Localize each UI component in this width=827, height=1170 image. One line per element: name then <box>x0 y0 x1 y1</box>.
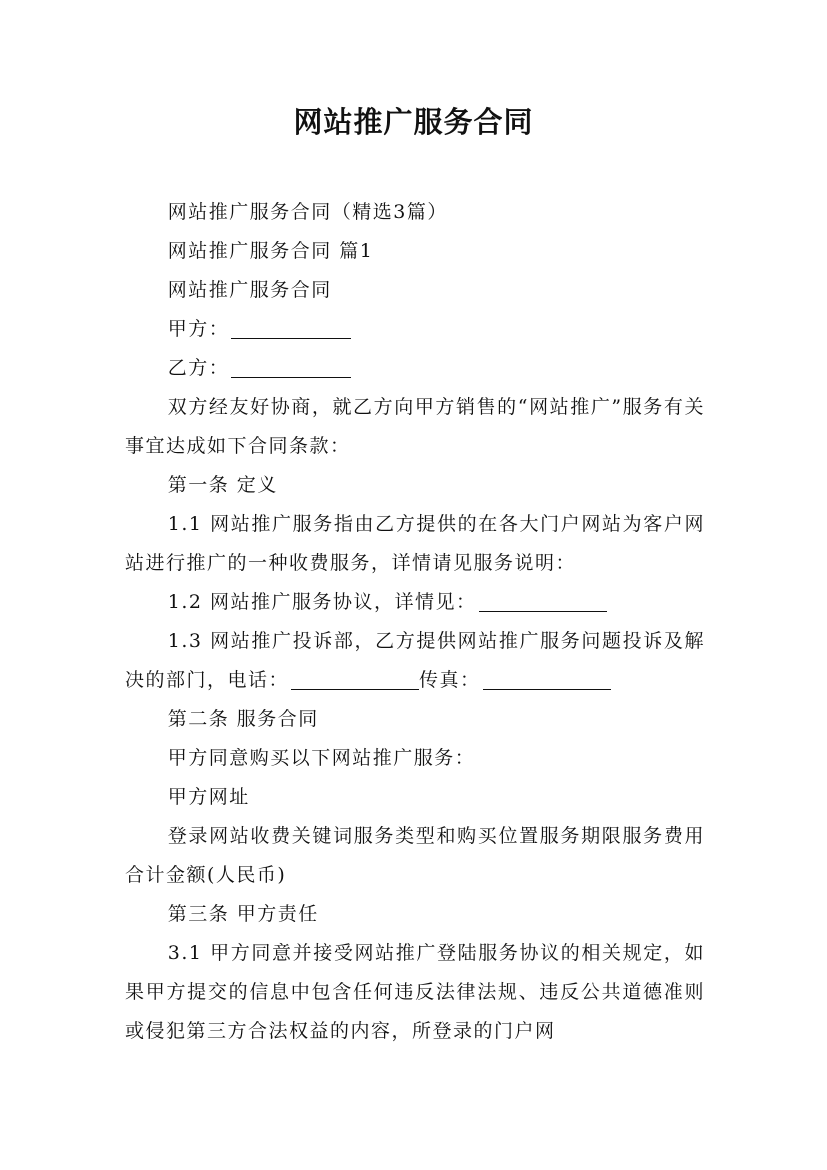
paragraph-article-heading: 网站推广服务合同 篇1 <box>167 240 374 262</box>
paragraph-intro: 双方经友好协商，就乙方向甲方销售的“网站推广”服务有关事宜达成如下合同条款： <box>125 396 705 457</box>
clause-1-2-line <box>125 583 705 622</box>
fax-blank <box>483 669 611 690</box>
clause-1-1: 1.1 网站推广服务指由乙方提供的在各大门户网站为客户网站进行推广的一种收费服务，详情请见服务说明： <box>125 513 705 574</box>
paragraph-site: 甲方网址 <box>167 786 250 808</box>
document-title: 网站推广服务合同 <box>293 105 534 139</box>
clause-1-2-blank <box>479 591 607 612</box>
document-body <box>125 193 705 1051</box>
paragraph-collection-title: 网站推广服务合同（精选3篇） <box>167 201 448 223</box>
clause-1-3-text: 1.3 网站推广投诉部，乙方提供网站推广服务问题投诉及解决的部门，电话： <box>125 630 705 691</box>
clause-1-3-line <box>125 622 705 700</box>
phone-blank <box>291 669 419 690</box>
fax-label: 传真： <box>419 669 481 691</box>
clause-3-1: 3.1 甲方同意并接受网站推广登陆服务协议的相关规定，如果甲方提交的信息中包含任何违反法律法规、违反公共道德准则或侵犯第三方合法权益的内容，所登录的门户网 <box>125 942 705 1042</box>
party-a-line <box>125 310 705 349</box>
party-a-blank <box>231 318 351 339</box>
party-b-blank <box>231 357 351 378</box>
paragraph-contract-name: 网站推广服务合同 <box>167 279 332 301</box>
party-a-label: 甲方： <box>167 318 230 340</box>
article-3-heading: 第三条 甲方责任 <box>167 903 319 925</box>
article-2-heading: 第二条 服务合同 <box>167 708 319 730</box>
party-b-label: 乙方： <box>167 357 230 379</box>
article-1-heading: 第一条 定义 <box>167 474 278 496</box>
paragraph-purchase: 甲方同意购买以下网站推广服务： <box>167 747 476 769</box>
clause-1-2: 1.2 网站推广服务协议，详情见： <box>167 591 477 613</box>
party-b-line <box>125 349 705 388</box>
paragraph-fields: 登录网站收费关键词服务类型和购买位置服务期限服务费用合计金额(人民币) <box>125 825 705 886</box>
